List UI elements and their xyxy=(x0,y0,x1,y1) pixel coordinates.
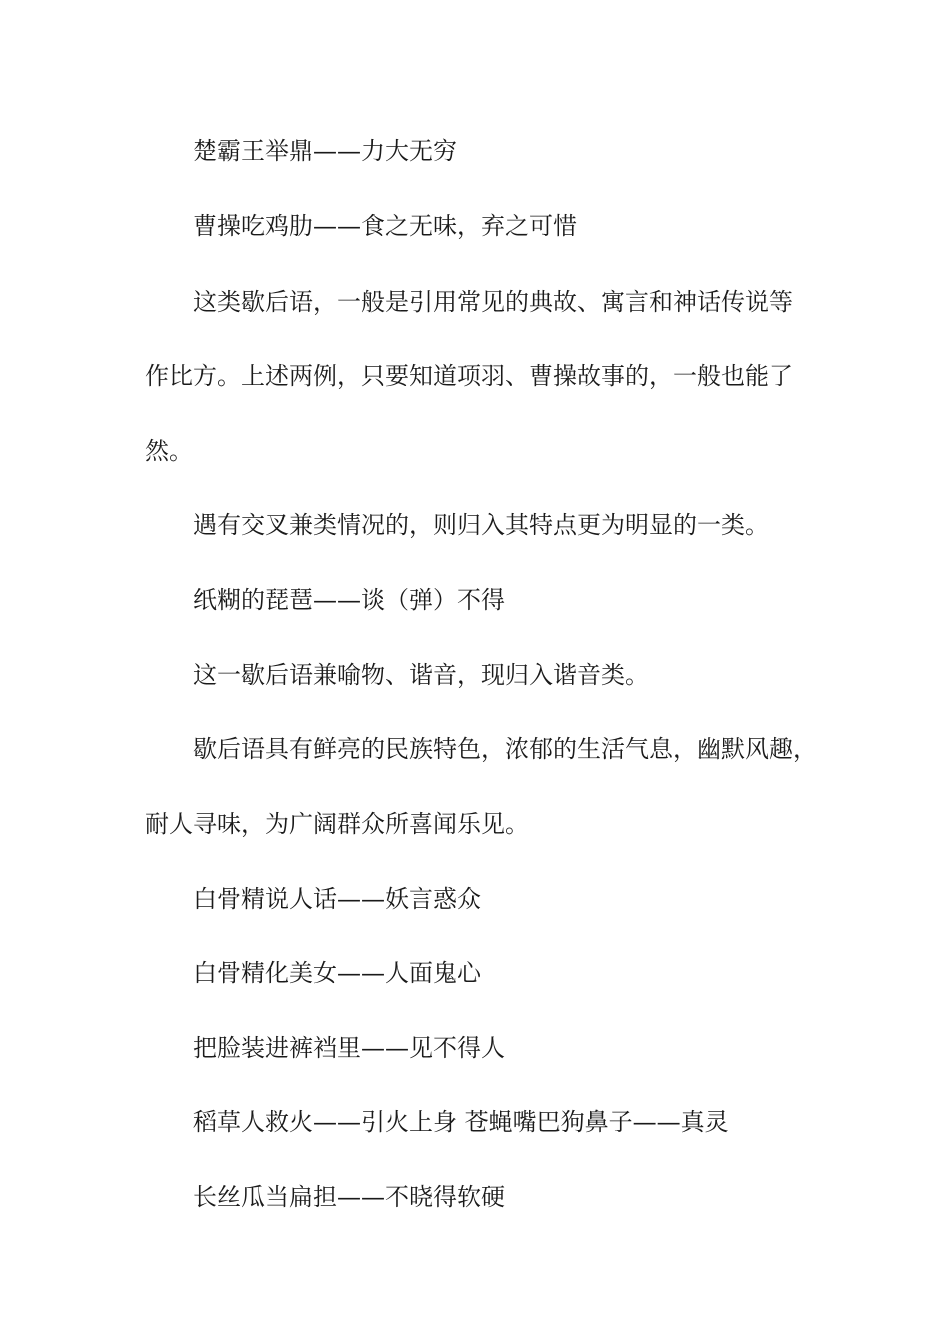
proverb-line: 楚霸王举鼎——力大无穷 xyxy=(193,137,457,165)
paragraph-line: 这一歇后语兼喻物、谐音，现归入谐音类。 xyxy=(193,661,649,689)
proverb-line: 曹操吃鸡肋——食之无味，弃之可惜 xyxy=(193,212,577,240)
paragraph-line: 作比方。上述两例，只要知道项羽、曹操故事的，一般也能了 xyxy=(145,362,793,390)
proverb-line: 把脸装进裤裆里——见不得人 xyxy=(193,1034,505,1062)
proverb-line: 白骨精说人话——妖言惑众 xyxy=(193,885,481,913)
paragraph-line: 遇有交叉兼类情况的，则归入其特点更为明显的一类。 xyxy=(193,511,769,539)
paragraph-line: 这类歇后语，一般是引用常见的典故、寓言和神话传说等 xyxy=(193,288,793,316)
proverb-line: 白骨精化美女——人面鬼心 xyxy=(193,959,481,987)
paragraph-line: 然。 xyxy=(145,437,193,465)
proverb-line: 长丝瓜当扁担——不晓得软硬 xyxy=(193,1183,505,1211)
paragraph-line: 歇后语具有鲜亮的民族特色，浓郁的生活气息，幽默风趣， xyxy=(193,735,817,763)
proverb-line: 稻草人救火——引火上身 苍蝇嘴巴狗鼻子——真灵 xyxy=(193,1108,729,1136)
proverb-line: 纸糊的琵琶——谈（弹）不得 xyxy=(193,586,505,614)
paragraph-line: 耐人寻味，为广阔群众所喜闻乐见。 xyxy=(145,810,529,838)
